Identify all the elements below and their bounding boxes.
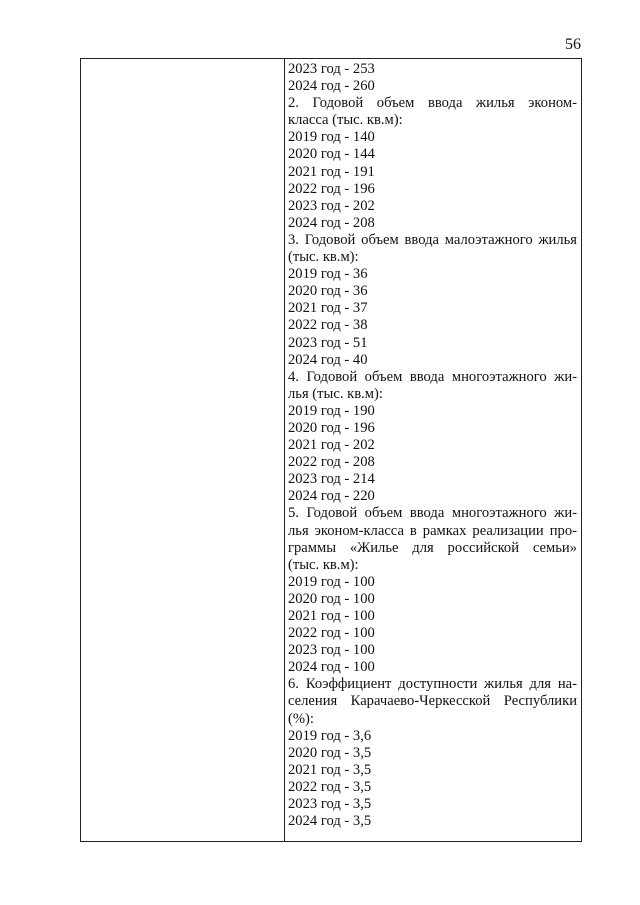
text-line: 2023 год - 100 — [288, 642, 375, 659]
text-line: 4. Годовой объем ввода многоэтажного жи- — [288, 368, 577, 385]
text-line: 2024 год - 100 — [288, 659, 375, 676]
text-line: граммы «Жилье для российской семьи» — [288, 539, 577, 556]
text-line: 2023 год - 3,5 — [288, 796, 372, 813]
text-line: 2022 год - 3,5 — [288, 778, 372, 795]
text-line: 2022 год - 208 — [288, 454, 375, 471]
text-line: лья эконом-класса в рамках реализации про- — [288, 522, 577, 539]
text-line: 2024 год - 208 — [288, 214, 375, 231]
text-line: 2020 год - 3,5 — [288, 744, 372, 761]
text-line: 2023 год - 253 — [288, 61, 375, 77]
text-line: 2020 год - 144 — [288, 146, 375, 163]
text-line: 6. Коэффициент доступности жилья для на- — [288, 676, 577, 693]
text-line: лья (тыс. кв.м): — [288, 385, 383, 402]
indicator-table — [80, 58, 582, 842]
text-line: 2024 год - 40 — [288, 351, 368, 368]
text-line: 2023 год - 51 — [288, 334, 368, 351]
text-line: 2021 год - 100 — [288, 608, 375, 624]
text-line: 2022 год - 38 — [288, 317, 368, 334]
text-line: 2023 год - 202 — [288, 197, 375, 214]
text-line: 2019 год - 100 — [288, 573, 375, 590]
text-line: 5. Годовой объем ввода многоэтажного жи- — [288, 505, 577, 522]
indicator-values-cell — [288, 61, 577, 830]
text-line: (тыс. кв.м): — [288, 556, 359, 573]
text-line: 2021 год - 3,5 — [288, 761, 372, 778]
text-line: 2019 год - 140 — [288, 129, 375, 146]
text-line: 2024 год - 3,5 — [288, 813, 372, 830]
text-line: 2023 год - 214 — [288, 471, 375, 488]
text-line: 2022 год - 196 — [288, 180, 375, 197]
text-line: 2019 год - 3,6 — [288, 727, 372, 744]
text-line: (%): — [288, 710, 314, 727]
text-line: 2019 год - 36 — [288, 266, 368, 283]
text-line: 2. Годовой объем ввода жилья эконом- — [288, 95, 577, 112]
column-divider — [284, 59, 285, 841]
text-line: 2022 год - 100 — [288, 625, 375, 642]
text-line: 2020 год - 196 — [288, 419, 375, 436]
text-line: 2024 год - 220 — [288, 488, 375, 505]
text-line: 2021 год - 202 — [288, 437, 375, 454]
text-line: 2021 год - 191 — [288, 163, 375, 180]
text-line: 2019 год - 190 — [288, 402, 375, 419]
text-line: (тыс. кв.м): — [288, 249, 359, 266]
text-line: 2020 год - 100 — [288, 590, 375, 607]
text-line: 2020 год - 36 — [288, 283, 368, 300]
text-line: 2021 год - 37 — [288, 300, 368, 317]
text-line: 3. Годовой объем ввода малоэтажного жилья — [288, 231, 577, 248]
text-line: класса (тыс. кв.м): — [288, 112, 403, 129]
page-number: 56 — [565, 36, 581, 53]
text-line: селения Карачаево-Черкесской Республики — [288, 693, 577, 710]
text-line: 2024 год - 260 — [288, 78, 375, 95]
